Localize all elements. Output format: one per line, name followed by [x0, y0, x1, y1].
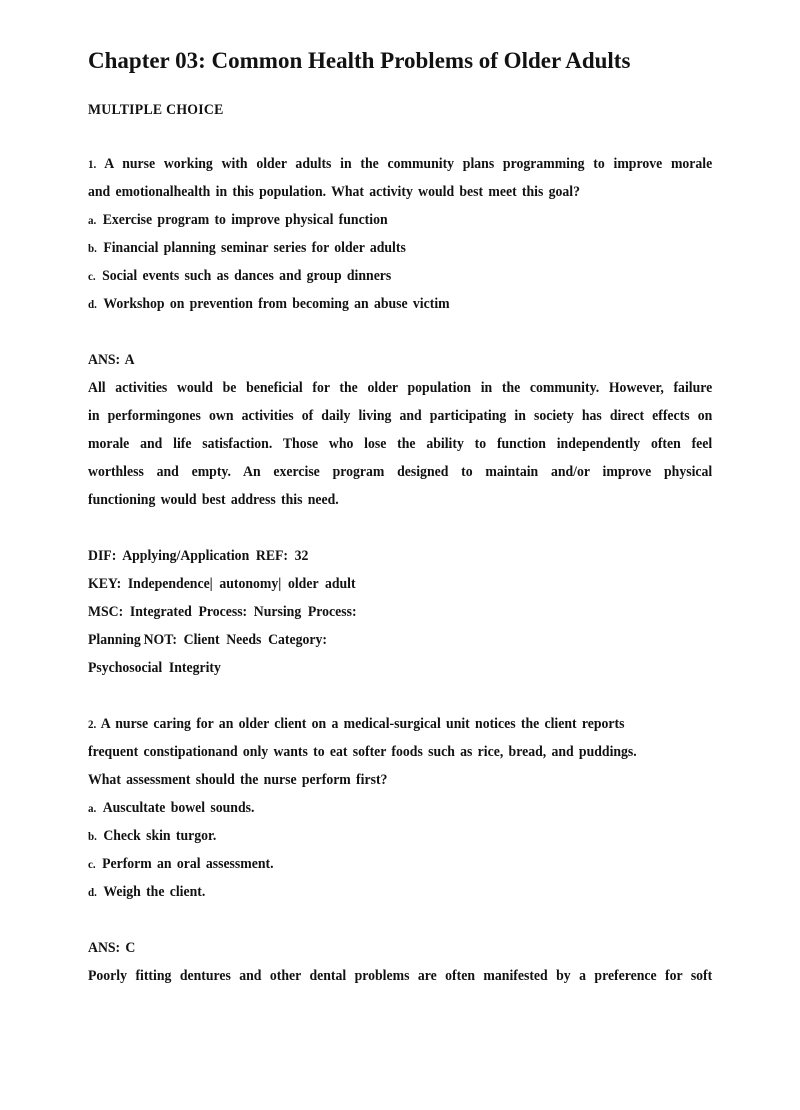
option-letter: b.: [88, 241, 97, 255]
question-1-answer-label: ANS: A: [88, 352, 135, 368]
option-text: Social events such as dances and group dinners: [102, 268, 392, 284]
question-1-stem-line-1: [88, 150, 712, 178]
question-1-rationale-line-1: All activities would be beneficial for the older population in the community. However, failure: [88, 380, 713, 396]
option-text: Auscultate bowel sounds.: [102, 800, 255, 816]
question-2-option-a: [88, 794, 712, 822]
option-letter: d.: [88, 885, 97, 899]
question-2-stem-line-3: What assessment should the nurse perform first?: [88, 772, 388, 788]
option-letter: c.: [88, 269, 96, 283]
question-2-rationale-line-1: Poorly fitting dentures and other dental problems are often manifested by a preference for soft: [88, 968, 713, 984]
option-text: Perform an oral assessment.: [102, 856, 274, 872]
option-text: Check skin turgor.: [103, 828, 217, 844]
question-2-answer: [88, 934, 712, 990]
question-1-meta: [88, 542, 712, 682]
option-letter: c.: [88, 857, 96, 871]
question-1-option-d: [88, 290, 712, 318]
question-1-rationale-line-4: worthless and empty. An exercise program designed to maintain and/or improve physical: [88, 464, 713, 480]
question-1-option-a: [88, 206, 712, 234]
question-1-number: 1.: [88, 157, 97, 171]
option-text: Financial planning seminar series for older adults: [103, 240, 406, 256]
option-letter: a.: [88, 801, 97, 815]
option-text: Workshop on prevention from becoming an abuse victim: [103, 296, 450, 312]
question-1-option-b: [88, 234, 712, 262]
option-letter: a.: [88, 213, 97, 227]
question-2-stem-text: A nurse caring for an older client on a medical-surgical unit notices the client reports: [100, 716, 625, 732]
question-2-stem-line-1: [88, 710, 712, 738]
question-2-option-d: [88, 878, 712, 906]
question-1-msc: MSC: Integrated Process: Nursing Process:: [88, 604, 357, 620]
option-letter: d.: [88, 297, 97, 311]
question-1-answer: [88, 346, 712, 514]
option-text: Weigh the client.: [103, 884, 206, 900]
question-1-key: KEY: Independence| autonomy| older adult: [88, 576, 356, 592]
question-1-stem-text: A nurse working with older adults in the community plans programming to improve morale: [104, 156, 713, 172]
question-1-not: Planning NOT: Client Needs Category:: [88, 632, 327, 648]
question-2-answer-label: ANS: C: [88, 940, 136, 956]
question-2: [88, 710, 712, 906]
question-1-stem-line-2: and emotionalhealth in this population. What activity would best meet this goal?: [88, 184, 581, 200]
question-1-client-needs: Psychosocial Integrity: [88, 660, 221, 676]
question-1-rationale-line-2: in performingones own activities of daily living and participating in society has direct effects on: [88, 408, 713, 424]
question-2-stem-line-2: frequent constipationand only wants to eat softer foods such as rice, bread, and puddings.: [88, 744, 637, 760]
option-text: Exercise program to improve physical function: [102, 212, 388, 228]
document-content: [88, 100, 712, 990]
question-1: [88, 150, 712, 318]
section-heading: MULTIPLE CHOICE: [88, 102, 224, 118]
question-1-option-c: [88, 262, 712, 290]
question-2-option-c: [88, 850, 712, 878]
question-2-option-b: [88, 822, 712, 850]
option-letter: b.: [88, 829, 97, 843]
question-1-rationale-line-5: functioning would best address this need.: [88, 492, 339, 508]
question-1-dif-ref: DIF: Applying/Application REF: 32: [88, 548, 309, 564]
page-title: Chapter 03: Common Health Problems of Older Adults: [88, 48, 631, 73]
question-1-rationale-line-3: morale and life satisfaction. Those who lose the ability to function independently often feel: [88, 436, 713, 452]
question-2-number: 2.: [88, 717, 97, 731]
